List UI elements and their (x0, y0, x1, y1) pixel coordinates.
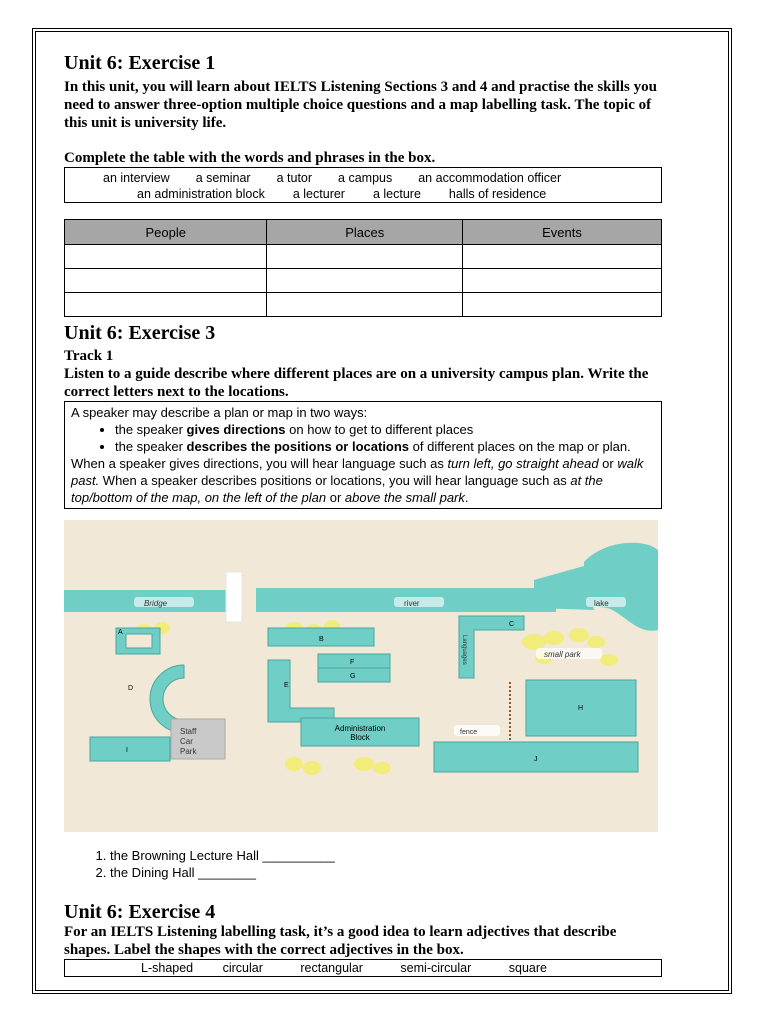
table-header: Places (267, 220, 463, 245)
map-letter-c: C (509, 621, 515, 628)
word-item: a seminar (195, 171, 251, 185)
word-item: a lecturer (292, 187, 345, 201)
lake-shape (584, 543, 658, 631)
map-label-languages: Languages (461, 635, 467, 665)
track-label: Track 1 (64, 348, 114, 364)
word-item: halls of residence (448, 187, 547, 201)
map-label-river: river (404, 599, 420, 608)
bullet-positions: • the speaker describes the positions or locations of different places on the map or plan. (115, 438, 655, 455)
word-item: an accommodation officer (418, 171, 562, 185)
map-label-lake: lake (594, 599, 609, 608)
map-letter-d: D (128, 685, 134, 692)
bridge-structure (226, 572, 242, 622)
info-intro: A speaker may describe a plan or map in two ways: (71, 405, 368, 420)
map-label-staff-car-park: Staff Car Park (180, 727, 197, 756)
map-label-small-park: small park (544, 650, 581, 659)
table-cell[interactable] (267, 269, 463, 293)
map-letter-b: B (319, 636, 324, 643)
table-cell[interactable] (65, 293, 267, 317)
word-item: a tutor (276, 171, 313, 185)
question-item: 2. the Dining Hall ________ (110, 864, 662, 881)
table-header: Events (463, 220, 662, 245)
word-box (64, 167, 662, 203)
exercise1-instruction: Complete the table with the words and phrases in the box. (64, 150, 436, 166)
info-explanation: When a speaker gives directions, you will hear language such as turn left, go straight ahead or walk past. When a speaker describes positions or locations, you will hear language such as at the top/bottom of the map, on the left of the plan or above the small park. (71, 456, 644, 505)
people-places-events-table (64, 219, 662, 317)
bullet-directions: • the speaker gives directions on how to get to different places (115, 421, 655, 438)
question-list (64, 847, 662, 881)
map-letter-e: E (284, 682, 289, 689)
map-letter-a: A (118, 629, 123, 636)
table-cell[interactable] (65, 269, 267, 293)
table-cell[interactable] (463, 245, 662, 269)
table-cell[interactable] (65, 245, 267, 269)
table-row (65, 245, 662, 269)
map-label-fence: fence (460, 729, 478, 736)
adjective-item: semi-circular (400, 961, 472, 975)
map-letter-i: I (126, 747, 128, 754)
adjective-item: square (508, 961, 547, 975)
info-bullets (71, 421, 655, 455)
map-letter-j: J (534, 756, 538, 763)
adjective-box (64, 959, 662, 977)
table-cell[interactable] (267, 293, 463, 317)
exercise4-title: Unit 6: Exercise 4 (64, 901, 216, 923)
svg-text:Block: Block (350, 733, 370, 742)
exercise4-instruction: For an IELTS Listening labelling task, it’s a good idea to learn adjectives that describe shapes. Label the shapes with the correct adjectives in the box. (64, 924, 617, 958)
exercise3-instruction: Listen to a guide describe where different places are on a university campus plan. Write the correct letters next to the locations. (64, 366, 649, 400)
worksheet (64, 52, 662, 977)
map-label-administration: Administration (334, 724, 386, 733)
building-i (90, 737, 170, 761)
adjective-item: L-shaped (141, 961, 194, 975)
adjective-item: rectangular (300, 961, 363, 975)
table-row (65, 293, 662, 317)
campus-map-svg (64, 520, 658, 832)
map-label-bridge: Bridge (144, 599, 168, 608)
info-box (64, 401, 662, 509)
word-item: an administration block (137, 187, 265, 201)
word-item: an interview (103, 171, 170, 185)
campus-map (64, 520, 658, 832)
map-letter-f: F (350, 659, 355, 666)
exercise1-intro: In this unit, you will learn about IELTS Listening Sections 3 and 4 and practise the skills you need to answer three-option multiple choice questions and a map labelling task. The topic of this unit is university life. (64, 79, 657, 131)
table-cell[interactable] (267, 245, 463, 269)
table-header: People (65, 220, 267, 245)
adjective-item: circular (222, 961, 263, 975)
table-row (65, 269, 662, 293)
word-line-1 (65, 170, 661, 186)
table-cell[interactable] (463, 269, 662, 293)
word-item: a campus (338, 171, 393, 185)
exercise1-title: Unit 6: Exercise 1 (64, 52, 216, 74)
word-item: a lecture (372, 187, 421, 201)
question-item: 1. the Browning Lecture Hall __________ (110, 847, 662, 864)
map-letter-h: H (578, 705, 584, 712)
table-cell[interactable] (463, 293, 662, 317)
word-line-2 (65, 186, 661, 202)
building-c-languages (459, 616, 524, 678)
exercise3-title: Unit 6: Exercise 3 (64, 322, 216, 344)
map-letter-g: G (350, 673, 356, 680)
